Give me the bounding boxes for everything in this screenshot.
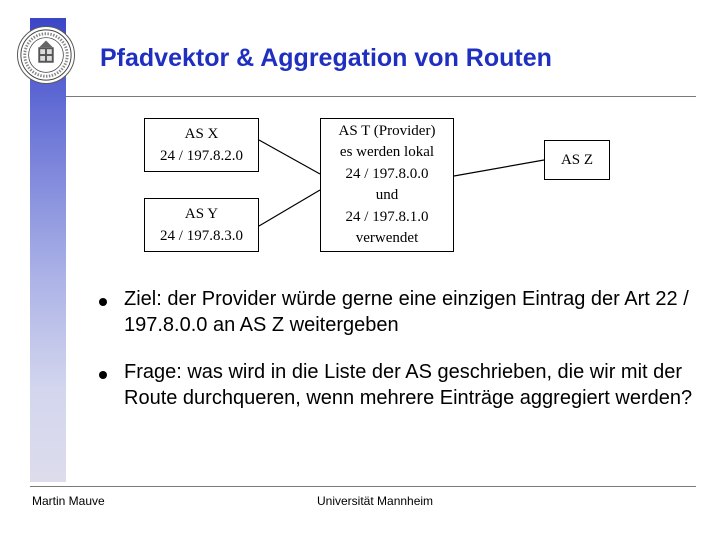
as-x-prefix: 24 / 197.8.2.0 (160, 148, 243, 164)
as-x-box (144, 118, 259, 172)
footer-author: Martin Mauve (32, 494, 105, 508)
as-t-line: AS T (Provider) (338, 122, 436, 139)
footer-divider (30, 486, 696, 487)
as-y-label: AS Y (184, 206, 219, 222)
as-t-line: 24 / 197.8.1.0 (345, 208, 429, 225)
as-z-label: AS Z (560, 152, 594, 168)
as-x-label: AS X (184, 126, 219, 142)
link-as-y-to-as-t (259, 190, 320, 226)
as-t-line: verwendet (355, 230, 419, 246)
bullet-item (96, 286, 706, 338)
bullet-list (96, 286, 706, 432)
bullet-text: Ziel: der Provider würde gerne eine einzigen Eintrag der Art 22 / 197.8.0.0 an AS Z weitergeben (124, 288, 689, 336)
university-seal-icon (17, 26, 75, 84)
as-z-box (544, 140, 610, 180)
title-divider (66, 96, 696, 97)
bullet-text: Frage: was wird in die Liste der AS geschrieben, die wir mit der Route durchqueren, wenn mehrere Einträge aggregiert werden? (124, 361, 693, 409)
decorative-side-bar (30, 18, 66, 482)
as-t-line: und (375, 187, 399, 203)
as-y-prefix: 24 / 197.8.3.0 (160, 228, 243, 244)
as-t-line: es werden lokal (339, 144, 435, 160)
bullet-dot-icon (99, 371, 107, 379)
link-as-x-to-as-t (259, 140, 320, 174)
as-y-box (144, 198, 259, 252)
bullet-item (96, 359, 706, 411)
footer-institution: Universität Mannheim (317, 494, 434, 508)
link-as-t-to-as-z (454, 160, 544, 176)
bullet-dot-icon (99, 298, 107, 306)
as-t-line: 24 / 197.8.0.0 (345, 165, 429, 182)
slide-title: Pfadvektor & Aggregation von Routen (100, 44, 552, 72)
as-t-box (320, 118, 454, 252)
